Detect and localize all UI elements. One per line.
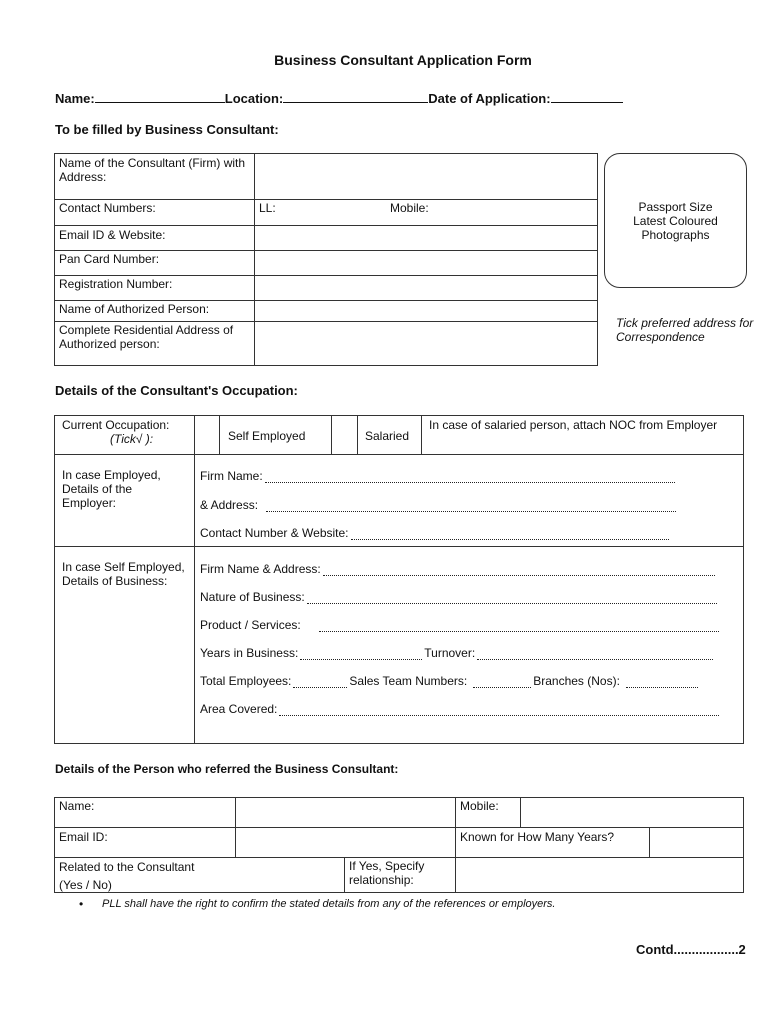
residential-address-input[interactable]	[255, 322, 596, 364]
referrer-name-label: Name:	[59, 799, 95, 813]
section-consultant-title: To be filled by Business Consultant:	[55, 122, 279, 137]
location-blank[interactable]	[283, 90, 428, 103]
business-years-field[interactable]	[200, 644, 713, 660]
referrer-mobile-input[interactable]	[521, 798, 742, 827]
tick-note: Tick preferred address for Correspondence	[616, 316, 754, 344]
email-website-input[interactable]	[255, 226, 596, 250]
related-label: Related to the Consultant	[59, 860, 195, 874]
referrer-mobile-label: Mobile:	[460, 799, 499, 813]
referrer-email-input[interactable]	[236, 828, 455, 857]
name-blank[interactable]	[95, 90, 225, 103]
branches-label: Branches (Nos):	[533, 674, 620, 688]
section-occupation-title: Details of the Consultant's Occupation:	[55, 383, 298, 398]
area-covered-label: Area Covered:	[200, 702, 278, 716]
employees-label: Total Employees:	[200, 674, 292, 688]
contact-numbers-label: Contact Numbers:	[59, 201, 156, 215]
continued-note: Contd..................2	[636, 942, 746, 957]
photo-text: Passport Size Latest Coloured Photographs	[633, 199, 718, 242]
business-firm-address-label: Firm Name & Address:	[200, 562, 321, 576]
bullet-icon: •	[79, 897, 84, 911]
header-fields	[55, 90, 623, 106]
business-nature-label: Nature of Business:	[200, 590, 305, 604]
business-firm-address-field[interactable]	[200, 560, 715, 576]
relationship-label: If Yes, Specify relationship:	[349, 859, 425, 887]
authorized-person-label: Name of Authorized Person:	[59, 302, 210, 316]
business-employees-field[interactable]	[200, 672, 698, 688]
employer-contact-field[interactable]	[200, 524, 669, 540]
consultant-name-label: Name of the Consultant (Firm) with Address:	[59, 156, 246, 184]
business-area-field[interactable]	[200, 700, 719, 716]
business-years-label: Years in Business:	[200, 646, 299, 660]
employer-firm-name-label: Firm Name:	[200, 469, 263, 483]
mobile-label: Mobile:	[390, 201, 429, 215]
consultant-name-input[interactable]	[255, 154, 596, 199]
turnover-label: Turnover:	[424, 646, 476, 660]
salaried-checkbox[interactable]	[332, 416, 357, 454]
registration-label: Registration Number:	[59, 277, 173, 291]
location-label: Location:	[224, 91, 284, 106]
residential-address-label: Complete Residential Address of Authorized person:	[59, 323, 234, 351]
relationship-input[interactable]	[456, 858, 742, 891]
photo-box[interactable]	[604, 153, 747, 288]
sales-team-label: Sales Team Numbers:	[349, 674, 468, 688]
email-website-label: Email ID & Website:	[59, 228, 166, 242]
registration-input[interactable]	[255, 276, 596, 300]
self-employed-label: Self Employed	[228, 429, 306, 443]
self-employed-details-label: In case Self Employed, Details of Business:	[62, 560, 185, 588]
business-products-label: Product / Services:	[200, 618, 301, 632]
landline-label: LL:	[259, 201, 276, 215]
section-referrer-title: Details of the Person who referred the Business Consultant:	[55, 762, 399, 776]
form-title: Business Consultant Application Form	[274, 52, 532, 68]
known-years-label: Known for How Many Years?	[460, 830, 615, 844]
salaried-label: Salaried	[365, 429, 410, 443]
tick-hint: (Tick√ ):	[110, 432, 154, 446]
referrer-name-input[interactable]	[236, 798, 455, 827]
current-occupation-label: Current Occupation:	[62, 418, 170, 432]
employer-contact-label: Contact Number & Website:	[200, 526, 349, 540]
noc-note: In case of salaried person, attach NOC from Employer	[429, 418, 718, 432]
authorized-person-input[interactable]	[255, 301, 596, 321]
referrer-email-label: Email ID:	[59, 830, 108, 844]
business-products-field[interactable]	[200, 616, 719, 632]
pan-card-input[interactable]	[255, 251, 596, 275]
pan-card-label: Pan Card Number:	[59, 252, 160, 266]
self-employed-checkbox[interactable]	[195, 416, 219, 454]
known-years-input[interactable]	[650, 828, 742, 857]
employed-label: In case Employed, Details of the Employer:	[62, 468, 161, 510]
yes-no-label: (Yes / No)	[59, 878, 112, 892]
related-input[interactable]	[236, 858, 344, 891]
date-blank[interactable]	[551, 90, 623, 103]
verification-note: PLL shall have the right to confirm the stated details from any of the references or employers.	[102, 898, 556, 910]
name-label: Name:	[55, 91, 95, 106]
date-label: Date of Application:	[428, 91, 551, 106]
employer-firm-name-field[interactable]	[200, 467, 675, 483]
employer-address-field[interactable]	[200, 496, 676, 512]
business-nature-field[interactable]	[200, 588, 717, 604]
employer-address-label: & Address:	[200, 498, 259, 512]
